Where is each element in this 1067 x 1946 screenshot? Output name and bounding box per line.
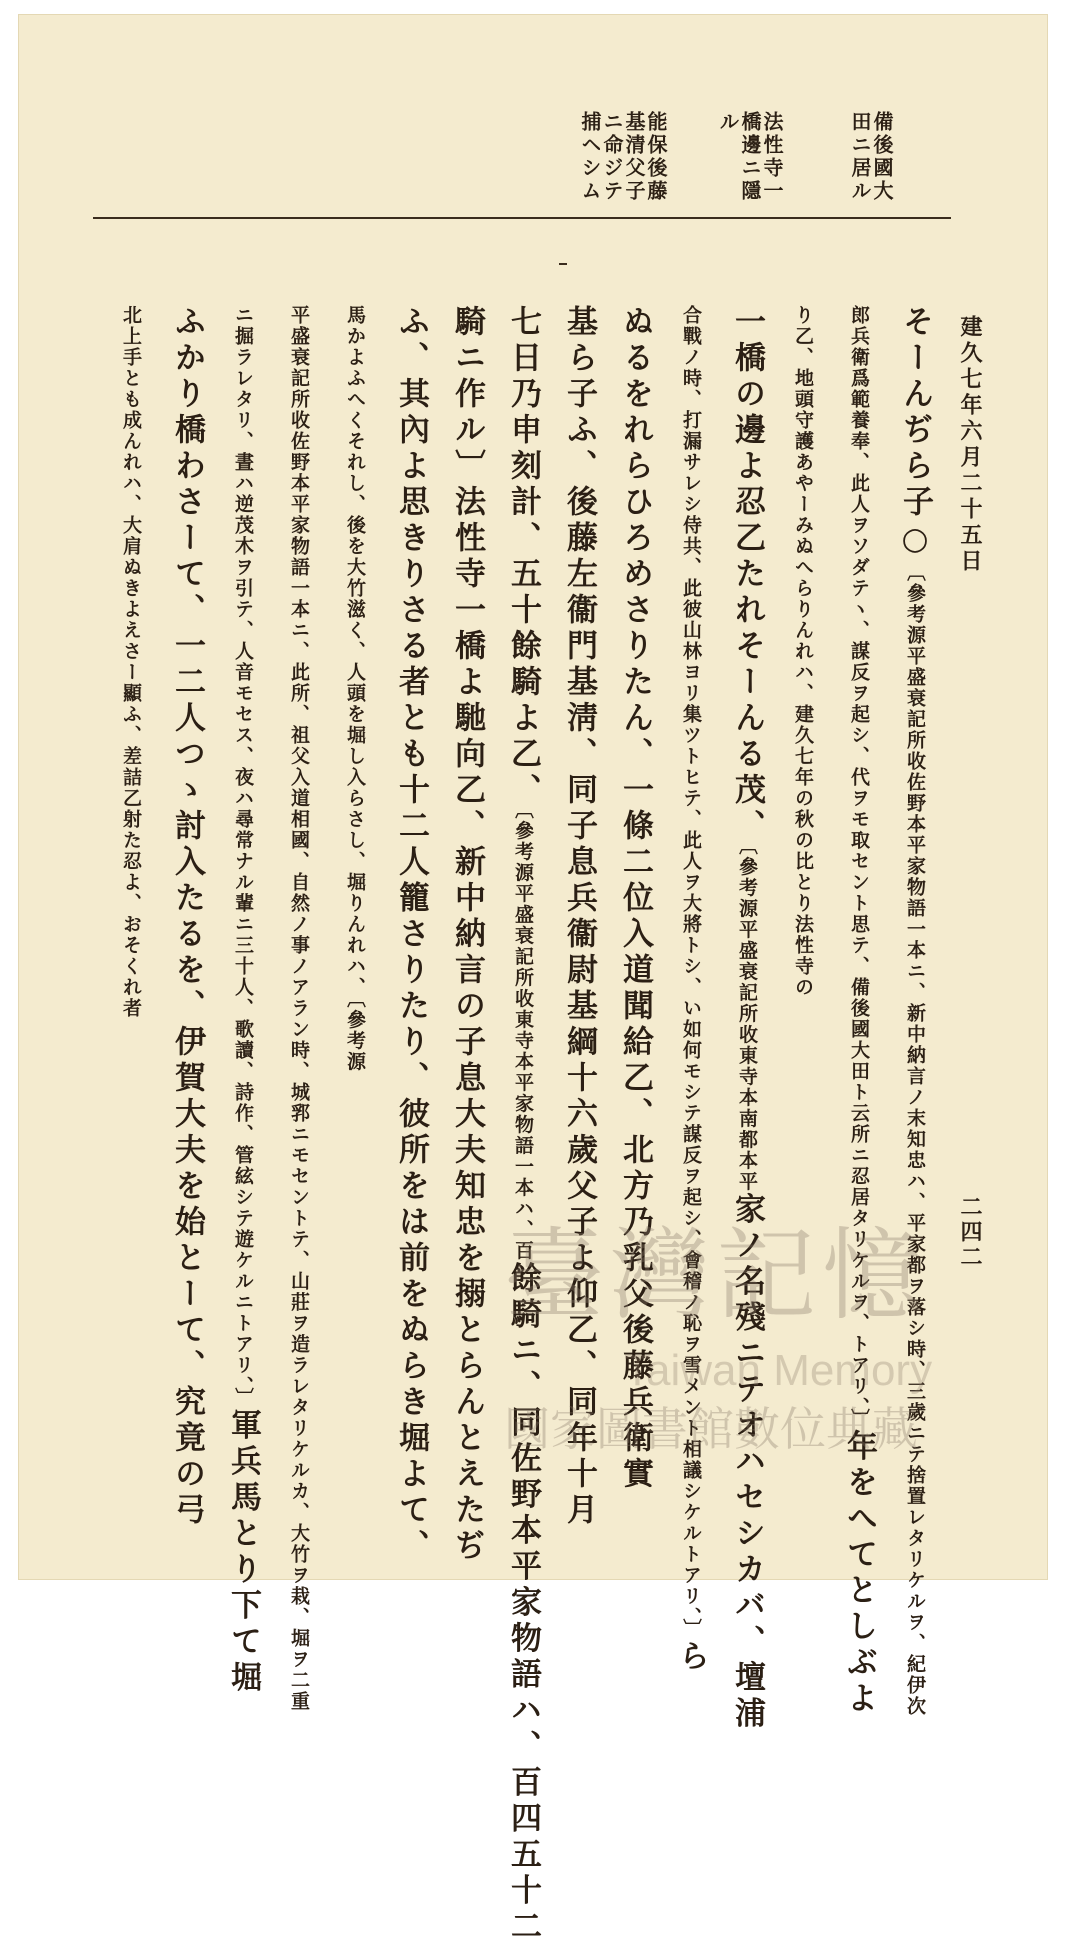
watermark-logo: 臺灣記憶: [504, 1217, 928, 1334]
annotation-segment: 如何モシテ謀反ヲ起シ、會稽ノ恥ヲ雪メント相議シケルトアリ、〕: [680, 1019, 702, 1640]
text-segment: 軍兵馬とり下て堀: [225, 1408, 261, 1697]
text-segment: ら: [673, 1639, 709, 1676]
text-column: [893, 305, 937, 1717]
margin-note-3: [579, 111, 667, 203]
text-column: [725, 305, 769, 1733]
text-column: [221, 305, 265, 1697]
annotation-segment: 知忠ハ、平家都ヲ落シ時、三歲ニテ捨置レタリケルヲ、紀伊次: [904, 1129, 926, 1717]
annotation-segment: ント思テ、備後國大田ト云所ニ忍居タリケルヲ、トアリ、〕: [848, 872, 870, 1430]
text-column: [445, 305, 489, 1565]
annotation-segment: ニ掘ラレタリ、晝ハ逆茂木ヲ引テ、人音モセス、夜ハ尋常: [232, 305, 254, 851]
main-text: [97, 305, 937, 1946]
page-number: 二四二: [957, 1195, 983, 1270]
text-segment: 年をへてとしぶよ: [841, 1429, 877, 1718]
text-segment: 七日乃申刻計、五十餘騎よ乙、: [505, 305, 541, 809]
column-dash-mark: [559, 263, 567, 265]
header-rule: [93, 217, 951, 219]
text-column: [501, 305, 545, 1946]
margin-note-line: 田ニ居ル: [848, 111, 872, 203]
annotation-segment: 〔參考源平盛衰記所收東寺本平家物語一本ハ、百: [512, 809, 534, 1262]
margin-note-line: 橋邊ニ隱: [738, 111, 762, 203]
margin-note-line: 基清父子: [622, 111, 646, 203]
annotation-segment: 北上手とも成んれハ、大肩ぬきよえさー顯ふ、差詰乙射た忍よ、おそくれ者: [120, 305, 142, 1019]
annotation-segment: 〔參考源平盛衰記所收東寺本南都本平: [736, 845, 758, 1193]
margin-note-line: ニ命ジテ: [600, 111, 624, 203]
annotation-segment: ナル輩ニ三十人、歌讀、詩作、管絃シテ遊ケルニトアリ、〕: [232, 851, 254, 1409]
margin-note-line: 捕ヘシム: [578, 111, 602, 203]
text-segment: 基ら子ふ、後藤左衞門基淸、同子息兵衞尉基綱十六歲父子よ仰乙、同年十月: [561, 305, 597, 1529]
text-column: [333, 305, 377, 1435]
text-segment: ぬるをれらひろめさりたん、一條二位入道聞給乙、北方乃乳父後藤兵衛實: [617, 305, 653, 1493]
text-column: [613, 305, 657, 1493]
annotation-segment: 平盛衰記所收佐野本平家物語一本ニ、此所、祖父入道相國、自然ノ事ノ: [288, 305, 310, 977]
text-segment: 騎ニ作ル〕: [449, 305, 485, 485]
text-segment: そーんぢ: [897, 305, 933, 449]
annotation-segment: 郎兵衛爲範養奉、此人ヲソダテヽ、謀反ヲ起シ、代ヲモ取セ: [848, 305, 870, 872]
page-date: 建久七年六月二十五日: [957, 315, 983, 575]
annotation-segment: 〔參考源平盛衰記所收佐野本平家物語一本ニ、新中納言ノ末: [904, 562, 926, 1129]
text-segment: ○: [897, 521, 933, 562]
watermark-institution: 國家圖書館數位典藏: [504, 1402, 918, 1456]
annotation-segment: アラン時、城郛ニモセントテ、山莊ヲ造ラレタリケルカ、大竹ヲ栽、堀ヲ二重: [288, 977, 310, 1712]
margin-note-line: 備後國大: [870, 111, 894, 203]
text-column: [109, 305, 153, 1435]
book-page: [18, 14, 1048, 1946]
text-column: [557, 305, 601, 1529]
text-column: [277, 305, 321, 1712]
margin-note-line: 能保後藤: [644, 111, 668, 203]
annotation-segment: 馬かよふへくそれし、後を大竹滋く、人頭を堀し入らさし、堀りんれハ、: [344, 305, 366, 998]
text-column: [165, 305, 209, 1529]
annotation-segment: 〔參考源: [344, 998, 366, 1073]
text-segment: ら: [897, 449, 933, 485]
text-segment: 家ノ名殘ニテオハセシカバ、壇浦: [729, 1192, 765, 1733]
text-segment: 餘騎ニ、同佐野本平家物語ハ、百四五十二: [505, 1261, 541, 1946]
margin-note-line: 法性寺一: [760, 111, 784, 203]
margin-note-line: ル: [716, 111, 740, 134]
text-segment: ふ、其內よ思きりさる者とも十二人籠さりたり、彼所をは前をぬらき堀よて、: [393, 305, 429, 1565]
text-segment: 一橋の邊よ忍乙たれそーんる茂、: [729, 305, 765, 845]
watermark-english: Taiwan Memory: [624, 1346, 933, 1395]
text-segment: 子: [897, 485, 933, 521]
text-column: [837, 305, 881, 1718]
text-segment: ふかり橋わさーて、一二人つゝ討入たるを、伊賀大夫を始とーて、究竟の弓: [169, 305, 205, 1529]
text-column: [389, 305, 433, 1565]
text-column: [781, 305, 825, 1435]
annotation-segment: り乙、地頭守護あやーみぬへらりんれハ、建久七年の秋の比とり法性寺の: [792, 305, 814, 998]
annotation-segment: 合戰ノ時、打漏サレシ侍共、此彼山林ヨリ集ツトヒテ、此人ヲ大將トシ、い: [680, 305, 702, 1019]
text-column: [669, 305, 713, 1676]
margin-note-1: [849, 111, 893, 203]
margin-note-2: [717, 111, 783, 203]
text-segment: 法性寺一橋よ馳向乙、新中納言の子息大夫知忠を搦とらんとえたぢ: [449, 485, 485, 1565]
